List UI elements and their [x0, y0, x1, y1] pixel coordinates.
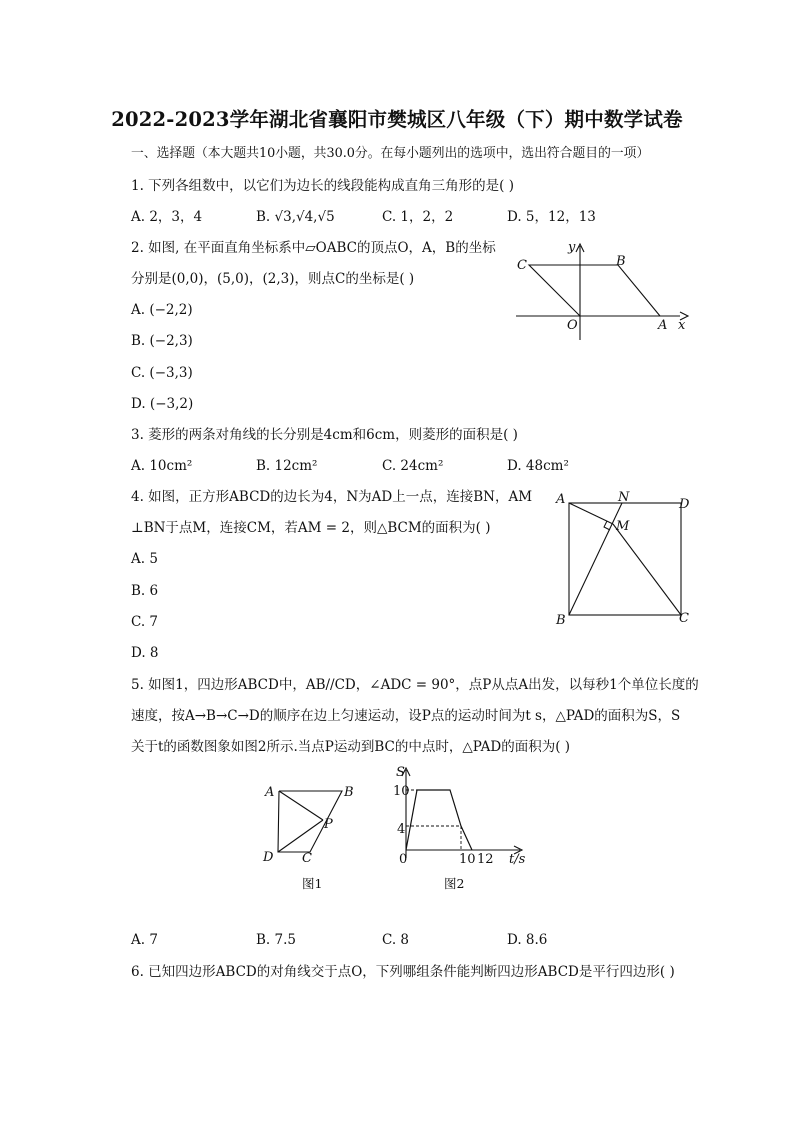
page-title: 2022-2023学年湖北省襄阳市樊城区八年级（下）期中数学试卷	[111, 108, 683, 131]
segment-pd	[278, 820, 323, 852]
q4-option-a: A. 5	[131, 551, 158, 567]
label-y: y	[568, 240, 576, 255]
segment-pa	[279, 791, 323, 820]
tick-label-10-x: 10	[459, 852, 476, 867]
q5-option-d: D. 8.6	[507, 932, 548, 948]
figure-2-caption: 图2	[444, 876, 465, 891]
question-3-stem: 3. 菱形的两条对角线的长分别是4cm和6cm，则菱形的面积是( )	[131, 427, 518, 443]
figure-1-caption: 图1	[302, 876, 323, 891]
question-4-stem-line1: 4. 如图，正方形ABCD的边长为4，N为AD上一点，连接BN，AM	[131, 489, 533, 505]
q2-option-d: D. (−3,2)	[131, 396, 194, 412]
label-o: O	[567, 318, 578, 333]
label-p: P	[324, 817, 333, 832]
label-a: A	[658, 318, 668, 333]
axis-label-s: S	[396, 765, 405, 780]
question-2-stem-line1: 2. 如图, 在平面直角坐标系中▱OABC的顶点O，A，B的坐标	[131, 240, 496, 256]
q2-figure	[510, 236, 700, 346]
tick-label-10-y: 10	[393, 784, 410, 799]
q3-option-d: D. 48cm²	[507, 458, 569, 474]
q1-option-c: C. 1，2，2	[382, 209, 454, 225]
parallelogram-oabc	[529, 265, 660, 316]
q1-option-d: D. 5，12，13	[507, 209, 596, 225]
segment-bn	[569, 503, 622, 615]
label-d: D	[679, 497, 690, 512]
label-b: B	[556, 613, 566, 628]
q4-option-c: C. 7	[131, 614, 159, 630]
q5-option-c: C. 8	[382, 932, 410, 948]
q2-option-b: B. (−2,3)	[131, 333, 193, 349]
label-a: A	[265, 785, 275, 800]
label-c: C	[679, 611, 689, 626]
label-b: B	[344, 785, 354, 800]
question-4-stem-line2: ⊥BN于点M，连接CM，若AM = 2，则△BCM的面积为( )	[131, 520, 491, 536]
question-1-stem: 1. 下列各组数中，以它们为边长的线段能构成直角三角形的是( )	[131, 178, 514, 194]
label-a: A	[556, 492, 566, 507]
question-5-stem-line2: 速度，按A→B→C→D的顺序在边上匀速运动，设P点的运动时间为t s，△PAD的面积为S，S	[131, 708, 681, 724]
q3-option-c: C. 24cm²	[382, 458, 444, 474]
segment-cm	[613, 524, 681, 615]
q4-figure	[552, 488, 702, 633]
label-d: D	[263, 850, 274, 865]
label-x: x	[678, 318, 686, 333]
section-heading: 一、选择题（本大题共10小题，共30.0分。在每小题列出的选项中，选出符合题目的一项）	[131, 146, 650, 161]
label-b: B	[616, 254, 626, 269]
q5-option-b: B. 7.5	[256, 932, 296, 948]
label-m: M	[616, 519, 630, 534]
tick-label-4-y: 4	[397, 822, 406, 837]
q2-option-c: C. (−3,3)	[131, 365, 193, 381]
question-5-stem-line3: 关于t的函数图象如图2所示.当点P运动到BC的中点时，△PAD的面积为( )	[131, 739, 571, 755]
q4-option-b: B. 6	[131, 583, 159, 599]
q4-option-d: D. 8	[131, 645, 159, 661]
label-c: C	[517, 258, 527, 273]
axis-label-t: t/s	[509, 852, 526, 867]
q5-figure-1	[258, 778, 368, 868]
question-2-stem-line2: 分别是(0,0)，(5,0)，(2,3)，则点C的坐标是( )	[131, 271, 415, 287]
question-5-stem-line1: 5. 如图1，四边形ABCD中，AB//CD，∠ADC = 90°，点P从点A出发，以每秒1个单位长度的	[131, 677, 699, 693]
question-6-stem: 6. 已知四边形ABCD的对角线交于点O，下列哪组条件能判断四边形ABCD是平行四边形( )	[131, 964, 675, 980]
s-t-series-line	[406, 790, 472, 850]
segment-am	[569, 503, 613, 524]
origin-label: 0	[399, 852, 408, 867]
tick-label-12-x: 12	[477, 852, 494, 867]
q3-option-a: A. 10cm²	[131, 458, 193, 474]
q5-option-a: A. 7	[131, 932, 158, 948]
q5-figure-2-chart	[390, 762, 540, 870]
q3-option-b: B. 12cm²	[256, 458, 318, 474]
q1-option-a: A. 2，3，4	[131, 209, 203, 225]
q1-option-b: B. √3,√4,√5	[256, 209, 335, 225]
label-n: N	[618, 490, 630, 505]
q2-option-a: A. (−2,2)	[131, 302, 193, 318]
label-c: C	[302, 851, 312, 866]
